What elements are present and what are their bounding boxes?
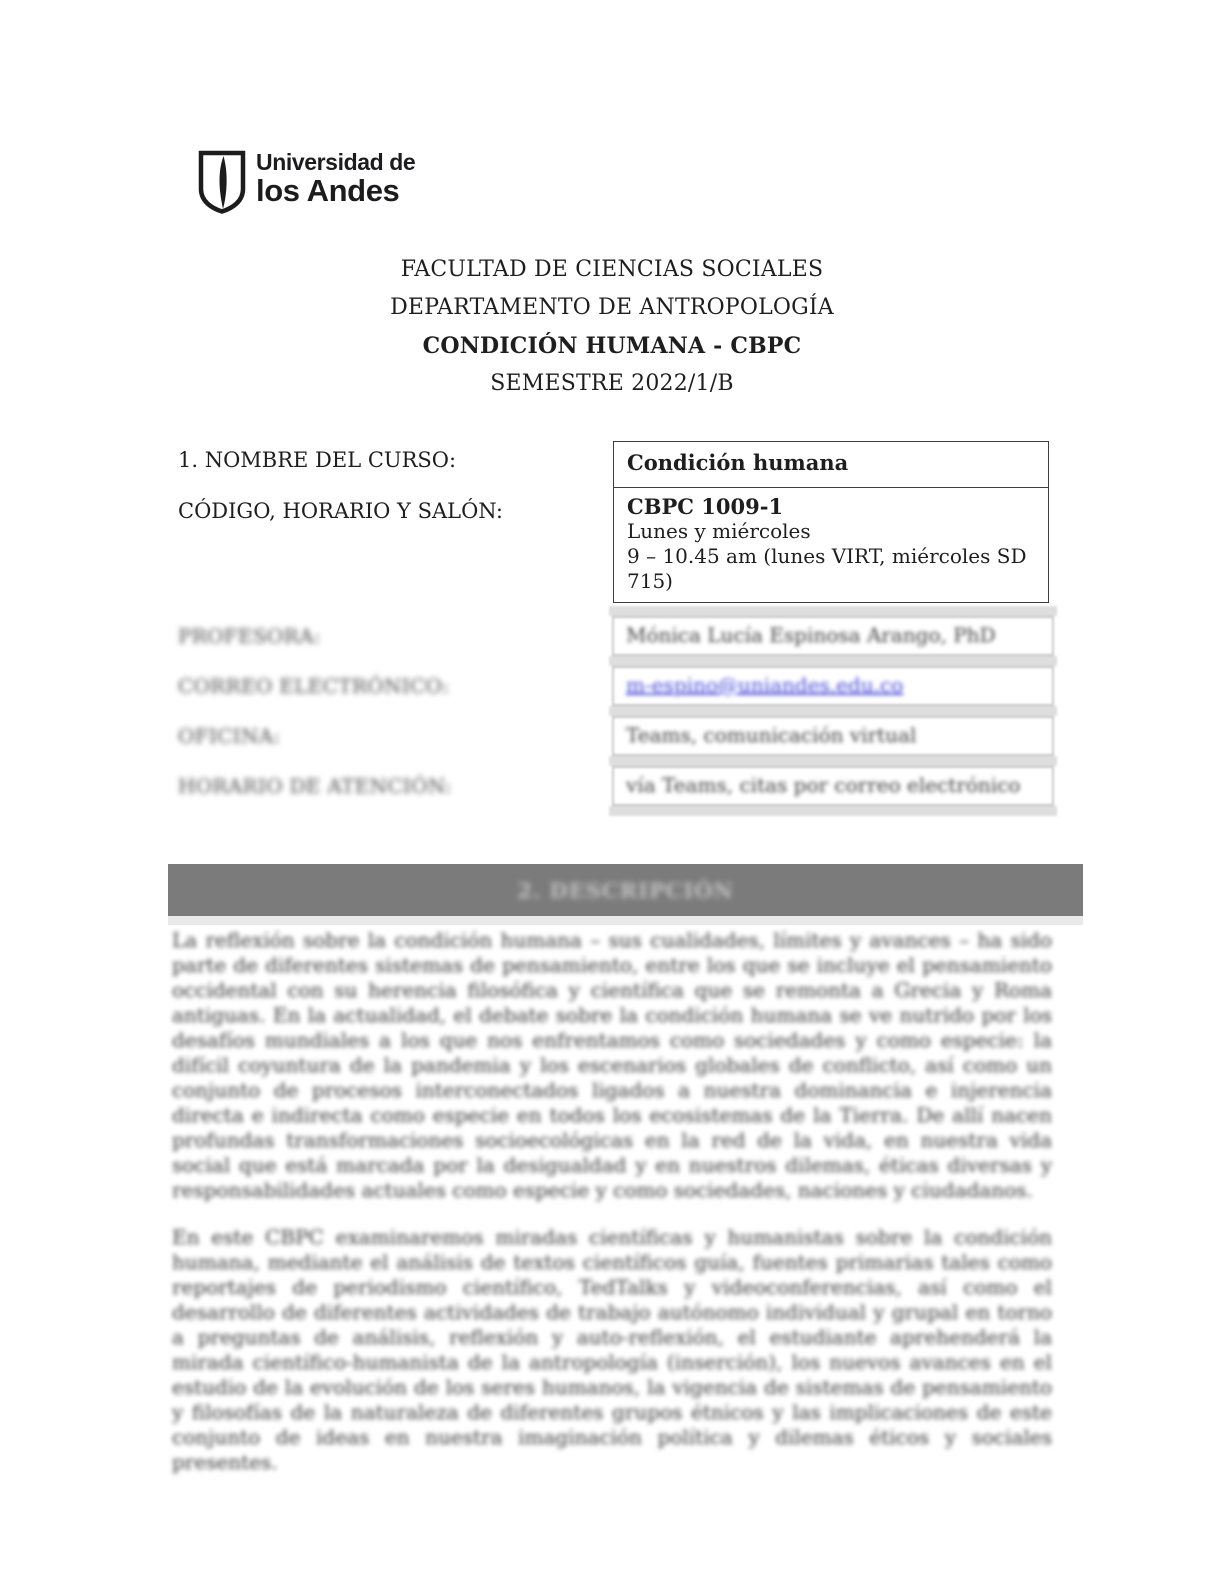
- row-divider: [609, 706, 1057, 716]
- row-divider: [609, 756, 1057, 766]
- email-row: [612, 666, 1054, 706]
- faculty-line: FACULTAD DE CIENCIAS SOCIALES: [400, 257, 824, 282]
- description-paragraph-1: La reflexión sobre la condición humana – sus cualidades, límites y avances – ha sido parte de diferentes sistemas de pensamiento, entre los que se incluye el pensamiento occidental con su herencia filosófica y científica que se remonta a Grecia y Roma antiguas. En la actualidad, el debate sobre la condición humana se ve nutrido por los desafíos mundiales a los que nos enfrentamos como sociedades y como especie: la difícil coyuntura de la pandemia y los escenarios globales de conflicto, así como un conjunto de procesos interconectados ligados a nuestra dominancia e injerencia directa e indirecta como especie en todos los ecosistemas de la Tierra. De allí nacen profundas transformaciones socioecológicas en la red de la vida, en nuestra vida social que está marcada por la desigualdad y en nuestros dilemas, éticas diversas y responsabilidades actuales como especie y como sociedades, naciones y ciudadanos.: [172, 928, 1052, 1202]
- description-body: [172, 928, 1052, 1475]
- schedule-time: 9 – 10.45 am (lunes VIRT, miércoles SD 715): [627, 544, 1027, 593]
- document-header: [0, 251, 1224, 403]
- office-hours-label: HORARIO DE ATENCIÓN:: [178, 774, 452, 798]
- office-value: Teams, comunicación virtual: [626, 723, 917, 747]
- email-label: CORREO ELECTRÓNICO:: [178, 674, 450, 698]
- semester-line: SEMESTRE 2022/1/B: [490, 371, 734, 396]
- professor-label: PROFESORA:: [178, 624, 321, 648]
- office-hours-row: [612, 766, 1054, 806]
- description-section-bar: [168, 864, 1083, 916]
- contact-values-column: [612, 606, 1054, 816]
- course-code-label: CÓDIGO, HORARIO Y SALÓN:: [178, 499, 503, 523]
- university-logo: [197, 150, 415, 214]
- row-divider: [609, 606, 1057, 616]
- professor-row: [612, 616, 1054, 656]
- row-divider: [609, 806, 1057, 816]
- contact-labels-column: [178, 616, 608, 816]
- logo-line-losandes: los Andes: [256, 173, 400, 208]
- schedule-days: Lunes y miércoles: [627, 519, 811, 543]
- course-name-cell: Condición humana: [613, 441, 1049, 488]
- course-title-line: CONDICIÓN HUMANA - CBPC: [422, 333, 802, 359]
- department-line: DEPARTAMENTO DE ANTROPOLOGÍA: [390, 295, 834, 320]
- professor-value: Mónica Lucía Espinosa Arango, PhD: [626, 623, 996, 647]
- uniandes-shield-icon: [197, 150, 247, 214]
- office-label: OFICINA:: [178, 724, 281, 748]
- logo-line-universidad: Universidad de: [256, 149, 416, 175]
- course-name-label: 1. NOMBRE DEL CURSO:: [178, 448, 457, 472]
- office-hours-value: vía Teams, citas por correo electrónico: [626, 773, 1021, 797]
- section-bar-shadow: [168, 916, 1083, 925]
- description-heading: 2. DESCRIPCIÓN: [517, 877, 734, 903]
- university-logo-text: [256, 150, 415, 206]
- description-paragraph-2: En este CBPC examinaremos miradas científicas y humanistas sobre la condición humana, mediante el análisis de textos científicos guía, fuentes primarias tales como reportajes de periodismo científico, TedTalks y videoconferencias, así como el desarrollo de diferentes actividades de trabajo autónomo individual y grupal en torno a preguntas de análisis, reflexión y auto-reflexión, el estudiante aprehenderá la mirada científico-humanista de la antropología (inserción), los nuevos avances en el estudio de la evolución de los seres humanos, la vigencia de sistemas de pensamiento y filosofías de la naturaleza de diferentes grupos étnicos y las implicaciones de este conjunto de ideas en nuestra imaginación política y dilemas éticos y sociales presentes.: [172, 1225, 1052, 1474]
- email-link[interactable]: m-espino@uniandes.edu.co: [626, 673, 904, 697]
- course-code-value: CBPC 1009-1: [627, 494, 784, 519]
- course-code-cell: [613, 487, 1049, 603]
- office-row: [612, 716, 1054, 756]
- row-divider: [609, 656, 1057, 666]
